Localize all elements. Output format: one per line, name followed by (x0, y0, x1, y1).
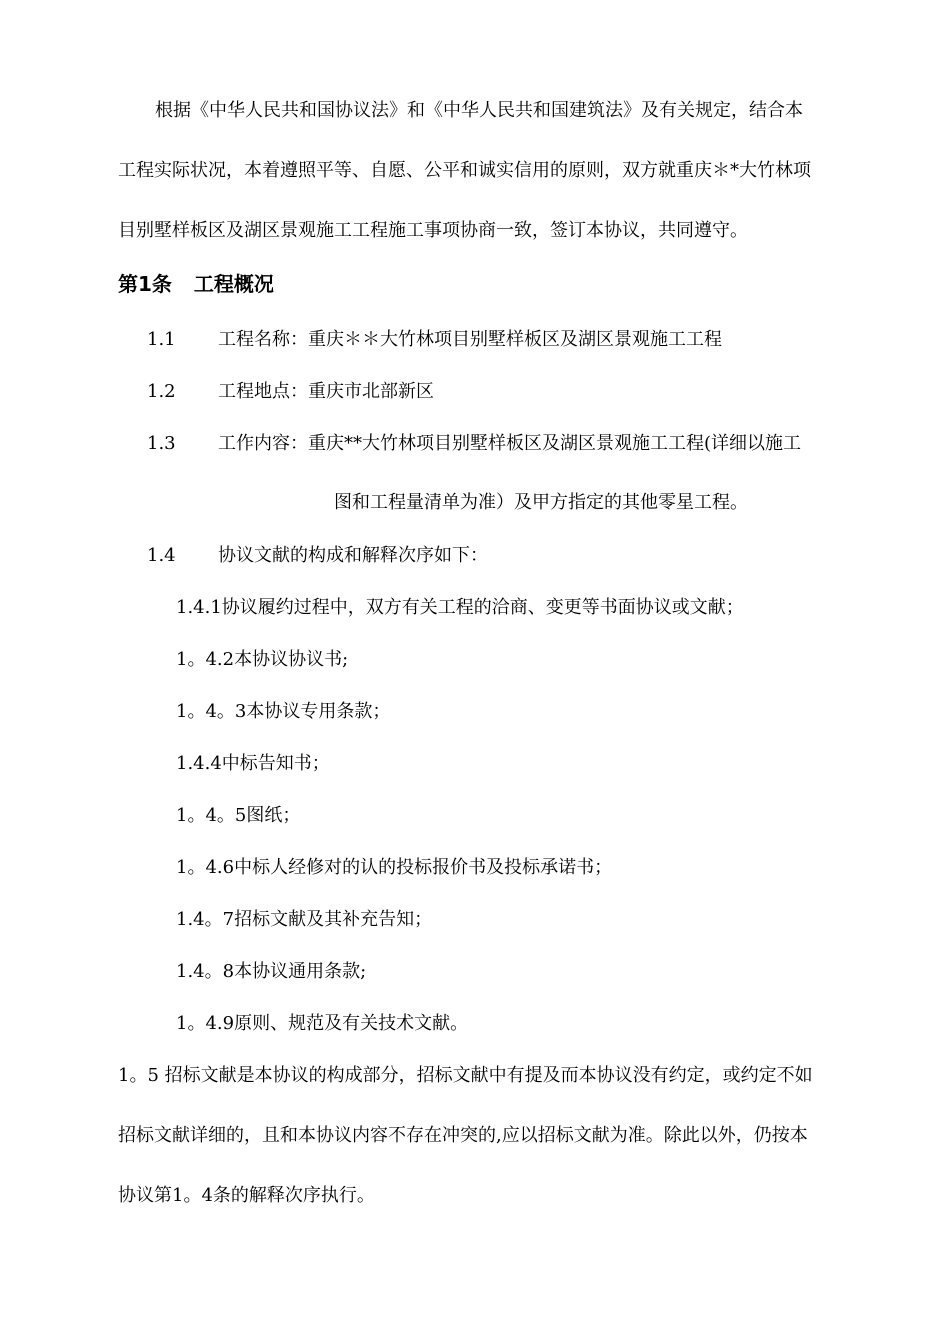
intro-line-3: 目别墅样板区及湖区景观施工工程施工事项协商一致，签订本协议，共同遵守。 (118, 220, 748, 241)
clause-1-5-line-3: 协议第1。4条的解释次序执行。 (118, 1185, 375, 1206)
sub-item-1-4-9: 1。4.9原则、规范及有关技术文献。 (176, 1013, 469, 1034)
sub-item-1-4-6: 1。4.6中标人经修对的认的投标报价书及投标承诺书； (176, 857, 613, 878)
clause-1-5-line-2: 招标文献详细的，且和本协议内容不存在冲突的,应以招标文献为准。除此以外，仍按本 (118, 1125, 808, 1146)
article-number: 第1条 (118, 272, 172, 296)
item-number-1-4: 1.4 (147, 545, 176, 566)
article-heading (118, 271, 274, 297)
sub-item-1-4-1: 1.4.1协议履约过程中，双方有关工程的洽商、变更等书面协议或文献； (176, 597, 744, 618)
sub-item-1-4-5: 1。4。5图纸； (176, 805, 301, 826)
item-number-1-1: 1.1 (147, 329, 176, 350)
clause-1-5-line-1: 1。5 招标文献是本协议的构成部分，招标文献中有提及而本协议没有约定，或约定不如 (118, 1065, 813, 1086)
sub-item-1-4-7: 1.4。7招标文献及其补充告知； (176, 909, 433, 930)
item-text-1-3: 工作内容：重庆**大竹林项目别墅样板区及湖区景观施工工程(详细以施工 (218, 433, 802, 454)
article-title: 工程概况 (193, 272, 274, 296)
item-text-1-3-continued: 图和工程量清单为准）及甲方指定的其他零星工程。 (334, 492, 748, 513)
intro-line-2: 工程实际状况，本着遵照平等、自愿、公平和诚实信用的原则，双方就重庆＊*大竹林项 (118, 160, 811, 181)
item-number-1-3: 1.3 (147, 433, 176, 454)
sub-item-1-4-3: 1。4。3本协议专用条款； (176, 701, 391, 722)
intro-line-1: 根据《中华人民共和国协议法》和《中华人民共和国建筑法》及有关规定，结合本 (155, 100, 803, 121)
sub-item-1-4-2: 1。4.2本协议协议书; (176, 649, 349, 670)
item-number-1-2: 1.2 (147, 381, 176, 402)
item-text-1-1: 工程名称：重庆＊＊大竹林项目别墅样板区及湖区景观施工工程 (218, 329, 722, 350)
item-text-1-4: 协议文献的构成和解释次序如下： (218, 545, 488, 566)
sub-item-1-4-4: 1.4.4中标告知书； (176, 753, 330, 774)
sub-item-1-4-8: 1.4。8本协议通用条款; (176, 961, 367, 982)
item-text-1-2: 工程地点：重庆市北部新区 (218, 381, 434, 402)
